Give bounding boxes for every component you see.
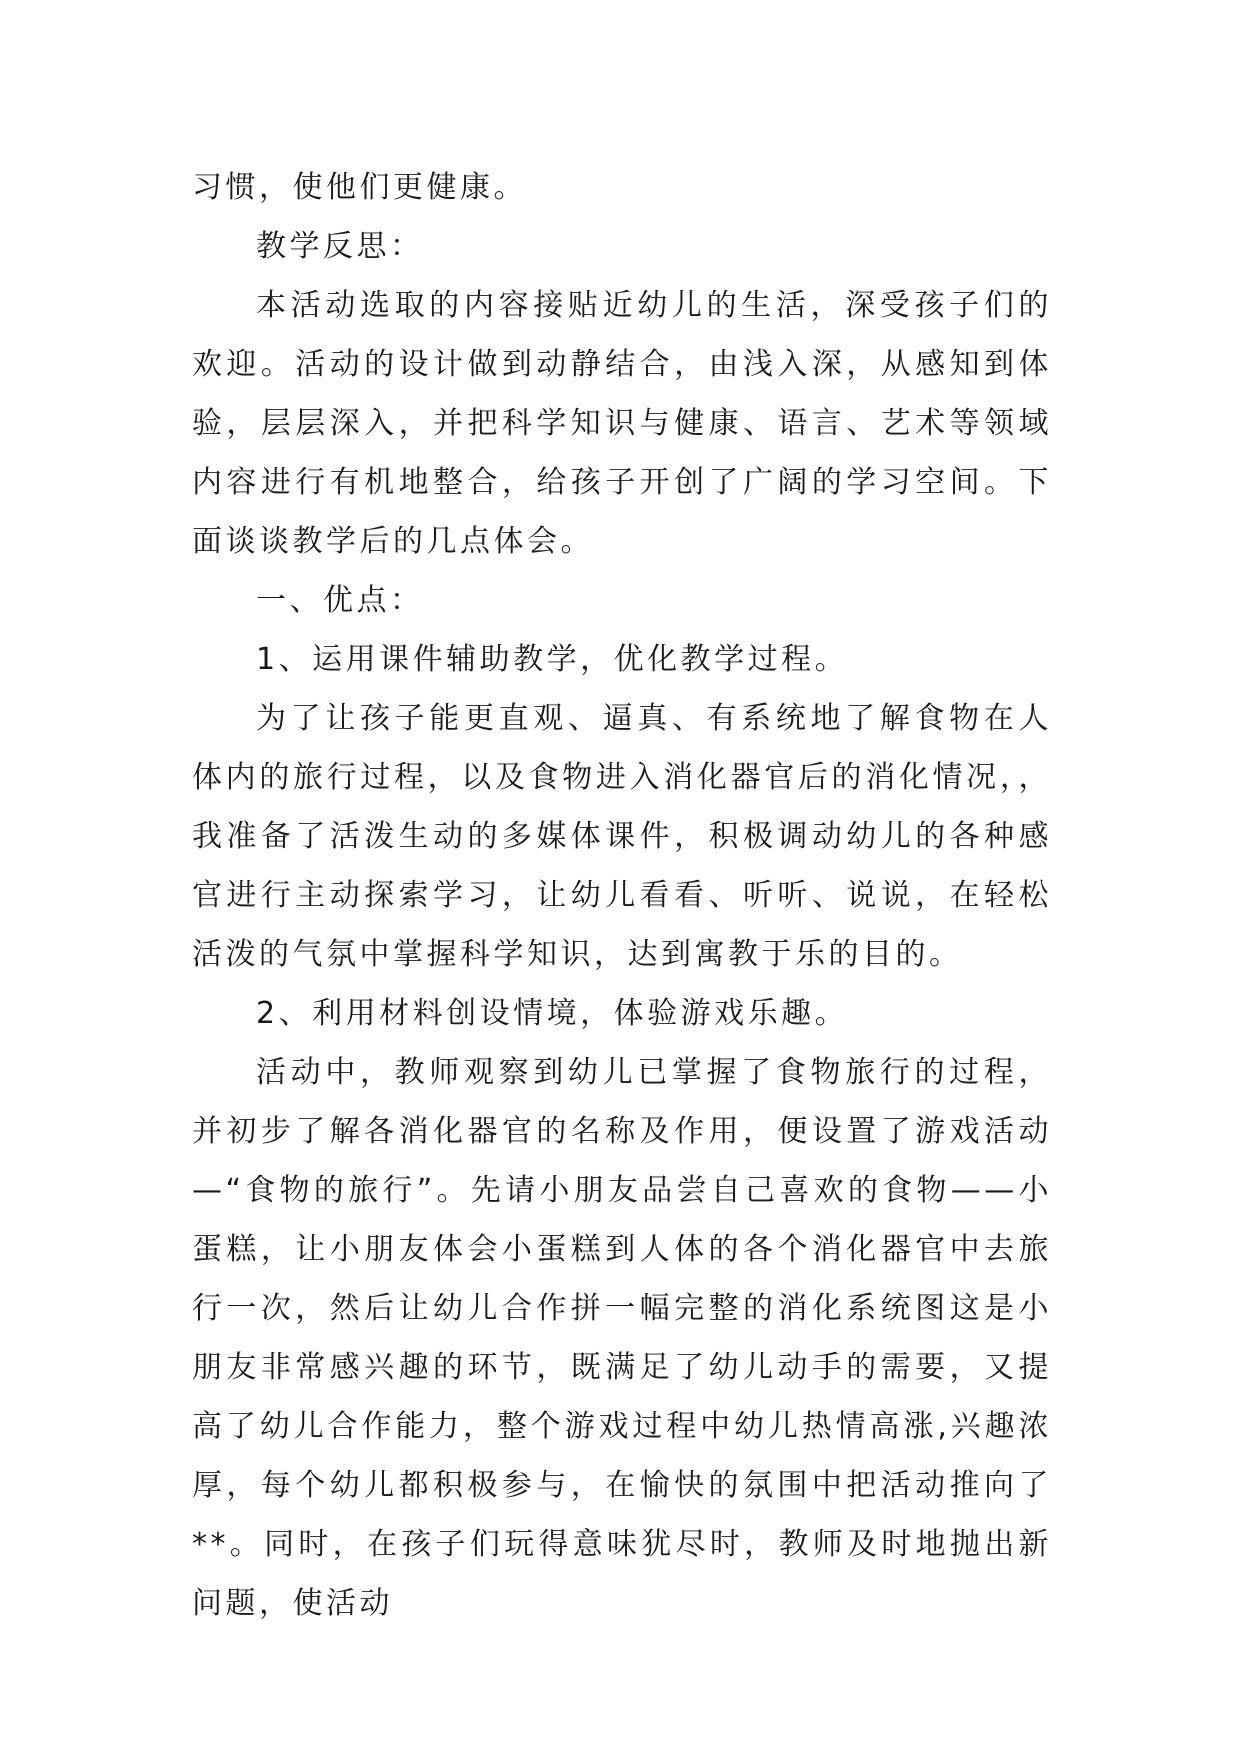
paragraph-2: 教学反思： xyxy=(256,229,424,264)
paragraph-6: 为了让孩子能更直观、逼真、有系统地了解食物在人体内的旅行过程，以及食物进入消化器官后的消化情况，，我准备了活泼生动的多媒体课件，积极调动幼儿的各种感官进行主动探索学习，让幼儿看看、听听、说说，在轻松活泼的气氛中掌握科学知识，达到寓教于乐的目的。 xyxy=(192,701,1052,972)
paragraph-5: 1、运用课件辅助教学，优化教学过程。 xyxy=(256,642,849,677)
paragraph-7: 2、利用材料创设情境，体验游戏乐趣。 xyxy=(256,996,849,1031)
paragraph-3: 本活动选取的内容接贴近幼儿的生活，深受孩子们的欢迎。活动的设计做到动静结合，由浅入深，从感知到体验，层层深入，并把科学知识与健康、语言、艺术等领域内容进行有机地整合，给孩子开创了广阔的学习空间。下面谈谈教学后的几点体会。 xyxy=(192,288,1052,559)
paragraph-1: 习惯，使他们更健康。 xyxy=(192,170,527,205)
paragraph-4: 一、优点： xyxy=(256,583,424,618)
document-body xyxy=(192,158,1052,1633)
paragraph-8: 活动中，教师观察到幼儿已掌握了食物旅行的过程，并初步了解各消化器官的名称及作用，便设置了游戏活动—“食物的旅行”。先请小朋友品尝自己喜欢的食物——小蛋糕，让小朋友体会小蛋糕到人体的各个消化器官中去旅行一次，然后让幼儿合作拼一幅完整的消化系统图这是小朋友非常感兴趣的环节，既满足了幼儿动手的需要，又提高了幼儿合作能力，整个游戏过程中幼儿热情高涨,兴趣浓厚，每个幼儿都积极参与，在愉快的氛围中把活动推向了**。同时，在孩子们玩得意味犹尽时，教师及时地抛出新问题，使活动 xyxy=(192,1055,1052,1621)
